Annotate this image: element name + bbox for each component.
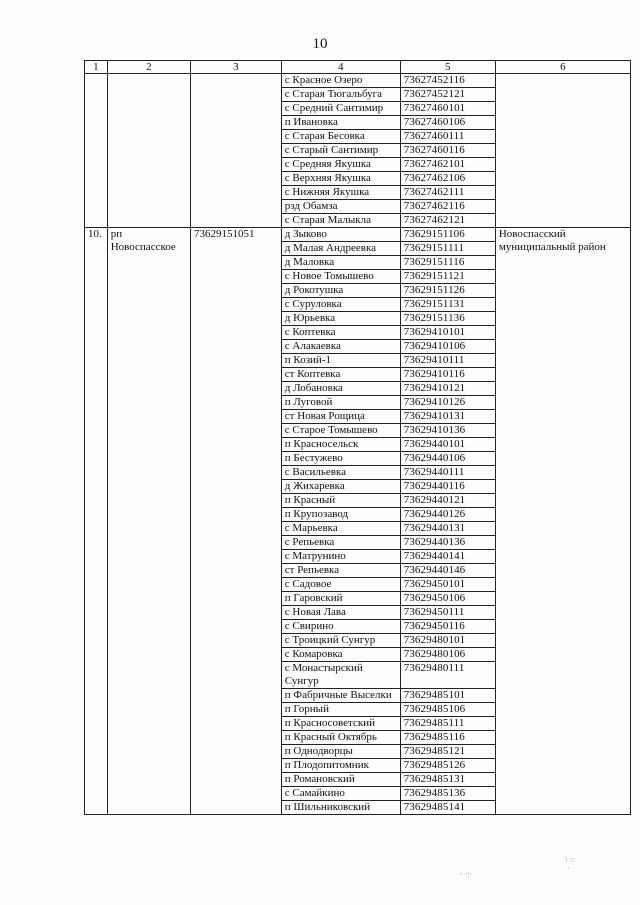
locality-code: 73629450116 (400, 620, 495, 634)
locality-name: с Старая Тюгальбуга (281, 88, 400, 102)
municipal-district: Новоспасский муниципальный район (495, 228, 630, 815)
locality-code: 73627462121 (400, 214, 495, 228)
continuation-oktmo-cell (190, 74, 281, 228)
locality-code: 73629480111 (400, 662, 495, 689)
locality-name: п Горный (281, 703, 400, 717)
locality-name: с Нижняя Якушка (281, 186, 400, 200)
locality-code: 73629485101 (400, 689, 495, 703)
continuation-district-cell (495, 74, 630, 228)
locality-name: д Рокотушка (281, 284, 400, 298)
locality-name: с Комаровка (281, 648, 400, 662)
locality-name: п Фабричные Выселки (281, 689, 400, 703)
locality-code: 73629485121 (400, 745, 495, 759)
locality-name: д Зыково (281, 228, 400, 242)
locality-name: с Репьевка (281, 536, 400, 550)
locality-name: с Старый Сантимир (281, 144, 400, 158)
locality-code: 73629440111 (400, 466, 495, 480)
locality-name: с Троицкий Сунгур (281, 634, 400, 648)
locality-code: 73629410136 (400, 424, 495, 438)
locality-code: 73629410131 (400, 410, 495, 424)
locality-code: 73629410116 (400, 368, 495, 382)
locality-name: с Верхняя Якушка (281, 172, 400, 186)
page-number: 10 (312, 36, 328, 52)
locality-code: 73629485131 (400, 773, 495, 787)
scan-speck: \ ·: · (565, 855, 575, 873)
locality-code: 73627462116 (400, 200, 495, 214)
locality-name: с Старое Томышево (281, 424, 400, 438)
locality-code: 73629450111 (400, 606, 495, 620)
locality-name: ст Новая Рощица (281, 410, 400, 424)
locality-name: п Шильниковский (281, 801, 400, 815)
locality-code: 73629485111 (400, 717, 495, 731)
locality-name: ст Коптевка (281, 368, 400, 382)
column-header-4: 4 (281, 61, 400, 74)
locality-code: 73629440126 (400, 508, 495, 522)
column-header-2: 2 (107, 61, 190, 74)
locality-code: 73629151121 (400, 270, 495, 284)
column-header-1: 1 (85, 61, 108, 74)
locality-code: 73629480106 (400, 648, 495, 662)
locality-code: 73629485141 (400, 801, 495, 815)
locality-name: с Монастырский Сунгур (281, 662, 400, 689)
locality-name: д Малая Андреевка (281, 242, 400, 256)
locality-name: п Плодопитомник (281, 759, 400, 773)
locality-name: п Крупозавод (281, 508, 400, 522)
locality-code: 73629440116 (400, 480, 495, 494)
locality-name: с Матрунино (281, 550, 400, 564)
locality-name: с Новое Томышево (281, 270, 400, 284)
locality-code: 73629151111 (400, 242, 495, 256)
locality-name: с Марьевка (281, 522, 400, 536)
continuation-settlement-cell (107, 74, 190, 228)
locality-code: 73629151131 (400, 298, 495, 312)
locality-code: 73629450101 (400, 578, 495, 592)
locality-code: 73629440106 (400, 452, 495, 466)
locality-code: 73627462106 (400, 172, 495, 186)
locality-code: 73627462101 (400, 158, 495, 172)
locality-name: п Романовский (281, 773, 400, 787)
locality-code: 73629485106 (400, 703, 495, 717)
locality-name: п Бестужево (281, 452, 400, 466)
locality-name: п Красный Октябрь (281, 731, 400, 745)
column-header-5: 5 (400, 61, 495, 74)
locality-name: с Старая Бесовка (281, 130, 400, 144)
locality-name: с Новая Лава (281, 606, 400, 620)
locality-code: 73627452121 (400, 88, 495, 102)
column-number-header-row (85, 61, 631, 74)
locality-code: 73629480101 (400, 634, 495, 648)
locality-name: ст Репьевка (281, 564, 400, 578)
settlement-registry-table (84, 60, 631, 815)
locality-name: п Красносельск (281, 438, 400, 452)
locality-name: рзд Обамза (281, 200, 400, 214)
locality-code: 73629151136 (400, 312, 495, 326)
locality-code: 73627460116 (400, 144, 495, 158)
oktmo-code: 73629151051 (190, 228, 281, 815)
locality-name: п Красный (281, 494, 400, 508)
locality-code: 73629410111 (400, 354, 495, 368)
locality-code: 73629410106 (400, 340, 495, 354)
locality-code: 73627460111 (400, 130, 495, 144)
table-row (85, 74, 631, 88)
locality-name: п Однодворцы (281, 745, 400, 759)
locality-code: 73627462111 (400, 186, 495, 200)
locality-name: д Жихаревка (281, 480, 400, 494)
locality-name: с Самайкино (281, 787, 400, 801)
locality-code: 73629410101 (400, 326, 495, 340)
group-number: 10. (85, 228, 108, 815)
locality-name: п Гаровский (281, 592, 400, 606)
column-header-3: 3 (190, 61, 281, 74)
locality-code: 73629151126 (400, 284, 495, 298)
column-header-6: 6 (495, 61, 630, 74)
locality-name: с Коптевка (281, 326, 400, 340)
locality-name: п Луговой (281, 396, 400, 410)
locality-name: с Средний Сантимир (281, 102, 400, 116)
locality-code: 73629485126 (400, 759, 495, 773)
continuation-number-cell (85, 74, 108, 228)
locality-code: 73629151116 (400, 256, 495, 270)
locality-code: 73629410121 (400, 382, 495, 396)
locality-name: п Красносоветский (281, 717, 400, 731)
locality-code: 73629485116 (400, 731, 495, 745)
locality-name: д Юрьевка (281, 312, 400, 326)
locality-name: с Васильевка (281, 466, 400, 480)
scan-speck: · ·:· (460, 870, 473, 879)
locality-name: с Старая Малыкла (281, 214, 400, 228)
locality-name: п Козий-1 (281, 354, 400, 368)
locality-code: 73629440136 (400, 536, 495, 550)
locality-name: с Свирино (281, 620, 400, 634)
locality-code: 73629410126 (400, 396, 495, 410)
locality-name: д Лобановка (281, 382, 400, 396)
locality-code: 73629450106 (400, 592, 495, 606)
locality-code: 73629440101 (400, 438, 495, 452)
locality-name: с Суруловка (281, 298, 400, 312)
administrative-center: рп Новоспасское (107, 228, 190, 815)
locality-code: 73629440146 (400, 564, 495, 578)
locality-code: 73627460101 (400, 102, 495, 116)
locality-code: 73629485136 (400, 787, 495, 801)
locality-name: с Садовое (281, 578, 400, 592)
locality-name: п Ивановка (281, 116, 400, 130)
locality-name: с Средняя Якушка (281, 158, 400, 172)
locality-code: 73627460106 (400, 116, 495, 130)
locality-code: 73629440121 (400, 494, 495, 508)
locality-name: с Алакаевка (281, 340, 400, 354)
locality-code: 73629440131 (400, 522, 495, 536)
locality-code: 73629151106 (400, 228, 495, 242)
locality-name: с Красное Озеро (281, 74, 400, 88)
table-row (85, 228, 631, 242)
locality-code: 73627452116 (400, 74, 495, 88)
locality-code: 73629440141 (400, 550, 495, 564)
locality-name: д Маловка (281, 256, 400, 270)
